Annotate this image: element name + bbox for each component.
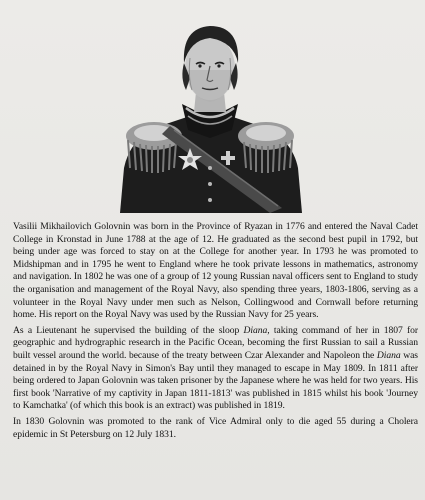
biography-paragraph-1 xyxy=(13,221,418,322)
ship-name-diana-2: Diana xyxy=(376,349,401,361)
biography-paragraph-3 xyxy=(13,416,418,441)
biography-text xyxy=(13,221,418,444)
paragraph-2-text-a: As a Lieutenant he supervised the building of the sloop xyxy=(13,324,244,336)
paragraph-3-text: In 1830 Golovnin was promoted to the rank of Vice Admiral only to die aged 55 during a Cholera epidemic in St Petersburg on 12 July 1831. xyxy=(13,415,418,440)
portrait-engraving xyxy=(110,8,310,213)
paragraph-2-text-c: was detained in by the Royal Navy in Simon's Bay until they managed to escape in May 1809. In 1811 after being ordered to Japan Golovnin was taken prisoner by the Japanese where he was held for two years. His first book 'Narrative of my captivity in Japan 1811-1813' was published in 1815 whilst his book 'Journey to Kamchatka' (of which this book is an extract) was published in 1819. xyxy=(13,349,418,412)
ship-name-diana: Diana, xyxy=(243,324,270,336)
biography-paragraph-2 xyxy=(13,325,418,413)
paragraph-1-text: Vasilii Mikhailovich Golovnin was born in the Province of Ryazan in 1776 and entered the Naval Cadet College in Kronstad in June 1788 at the age of 12. He graduated as the second best pupil in 1792, but being under age was forced to stay on at the College for another year. In 1793 he was promoted to Midshipman and in 1795 he went to England where he took private lessons in mathematics, astronomy and navigation. In 1802 he was one of a group of 12 young Russian naval officers sent to England to study the organisation and management of the Royal Navy, also spending three years, 1803-1806, serving as a volunteer in the Royal Navy under men such as Nelson, Collingwood and Cornwall before returning home. His report on the Royal Navy was used by the Russian Navy for 25 years. xyxy=(13,221,418,321)
paragraph-2-text-b: taking command of her in 1807 for geographic and hydrographic research in the Pacific Ocean, becoming the first Russian to sail a Russian built vessel around the world. because of the treaty between Czar Alexander and Napoleon the xyxy=(13,324,419,361)
